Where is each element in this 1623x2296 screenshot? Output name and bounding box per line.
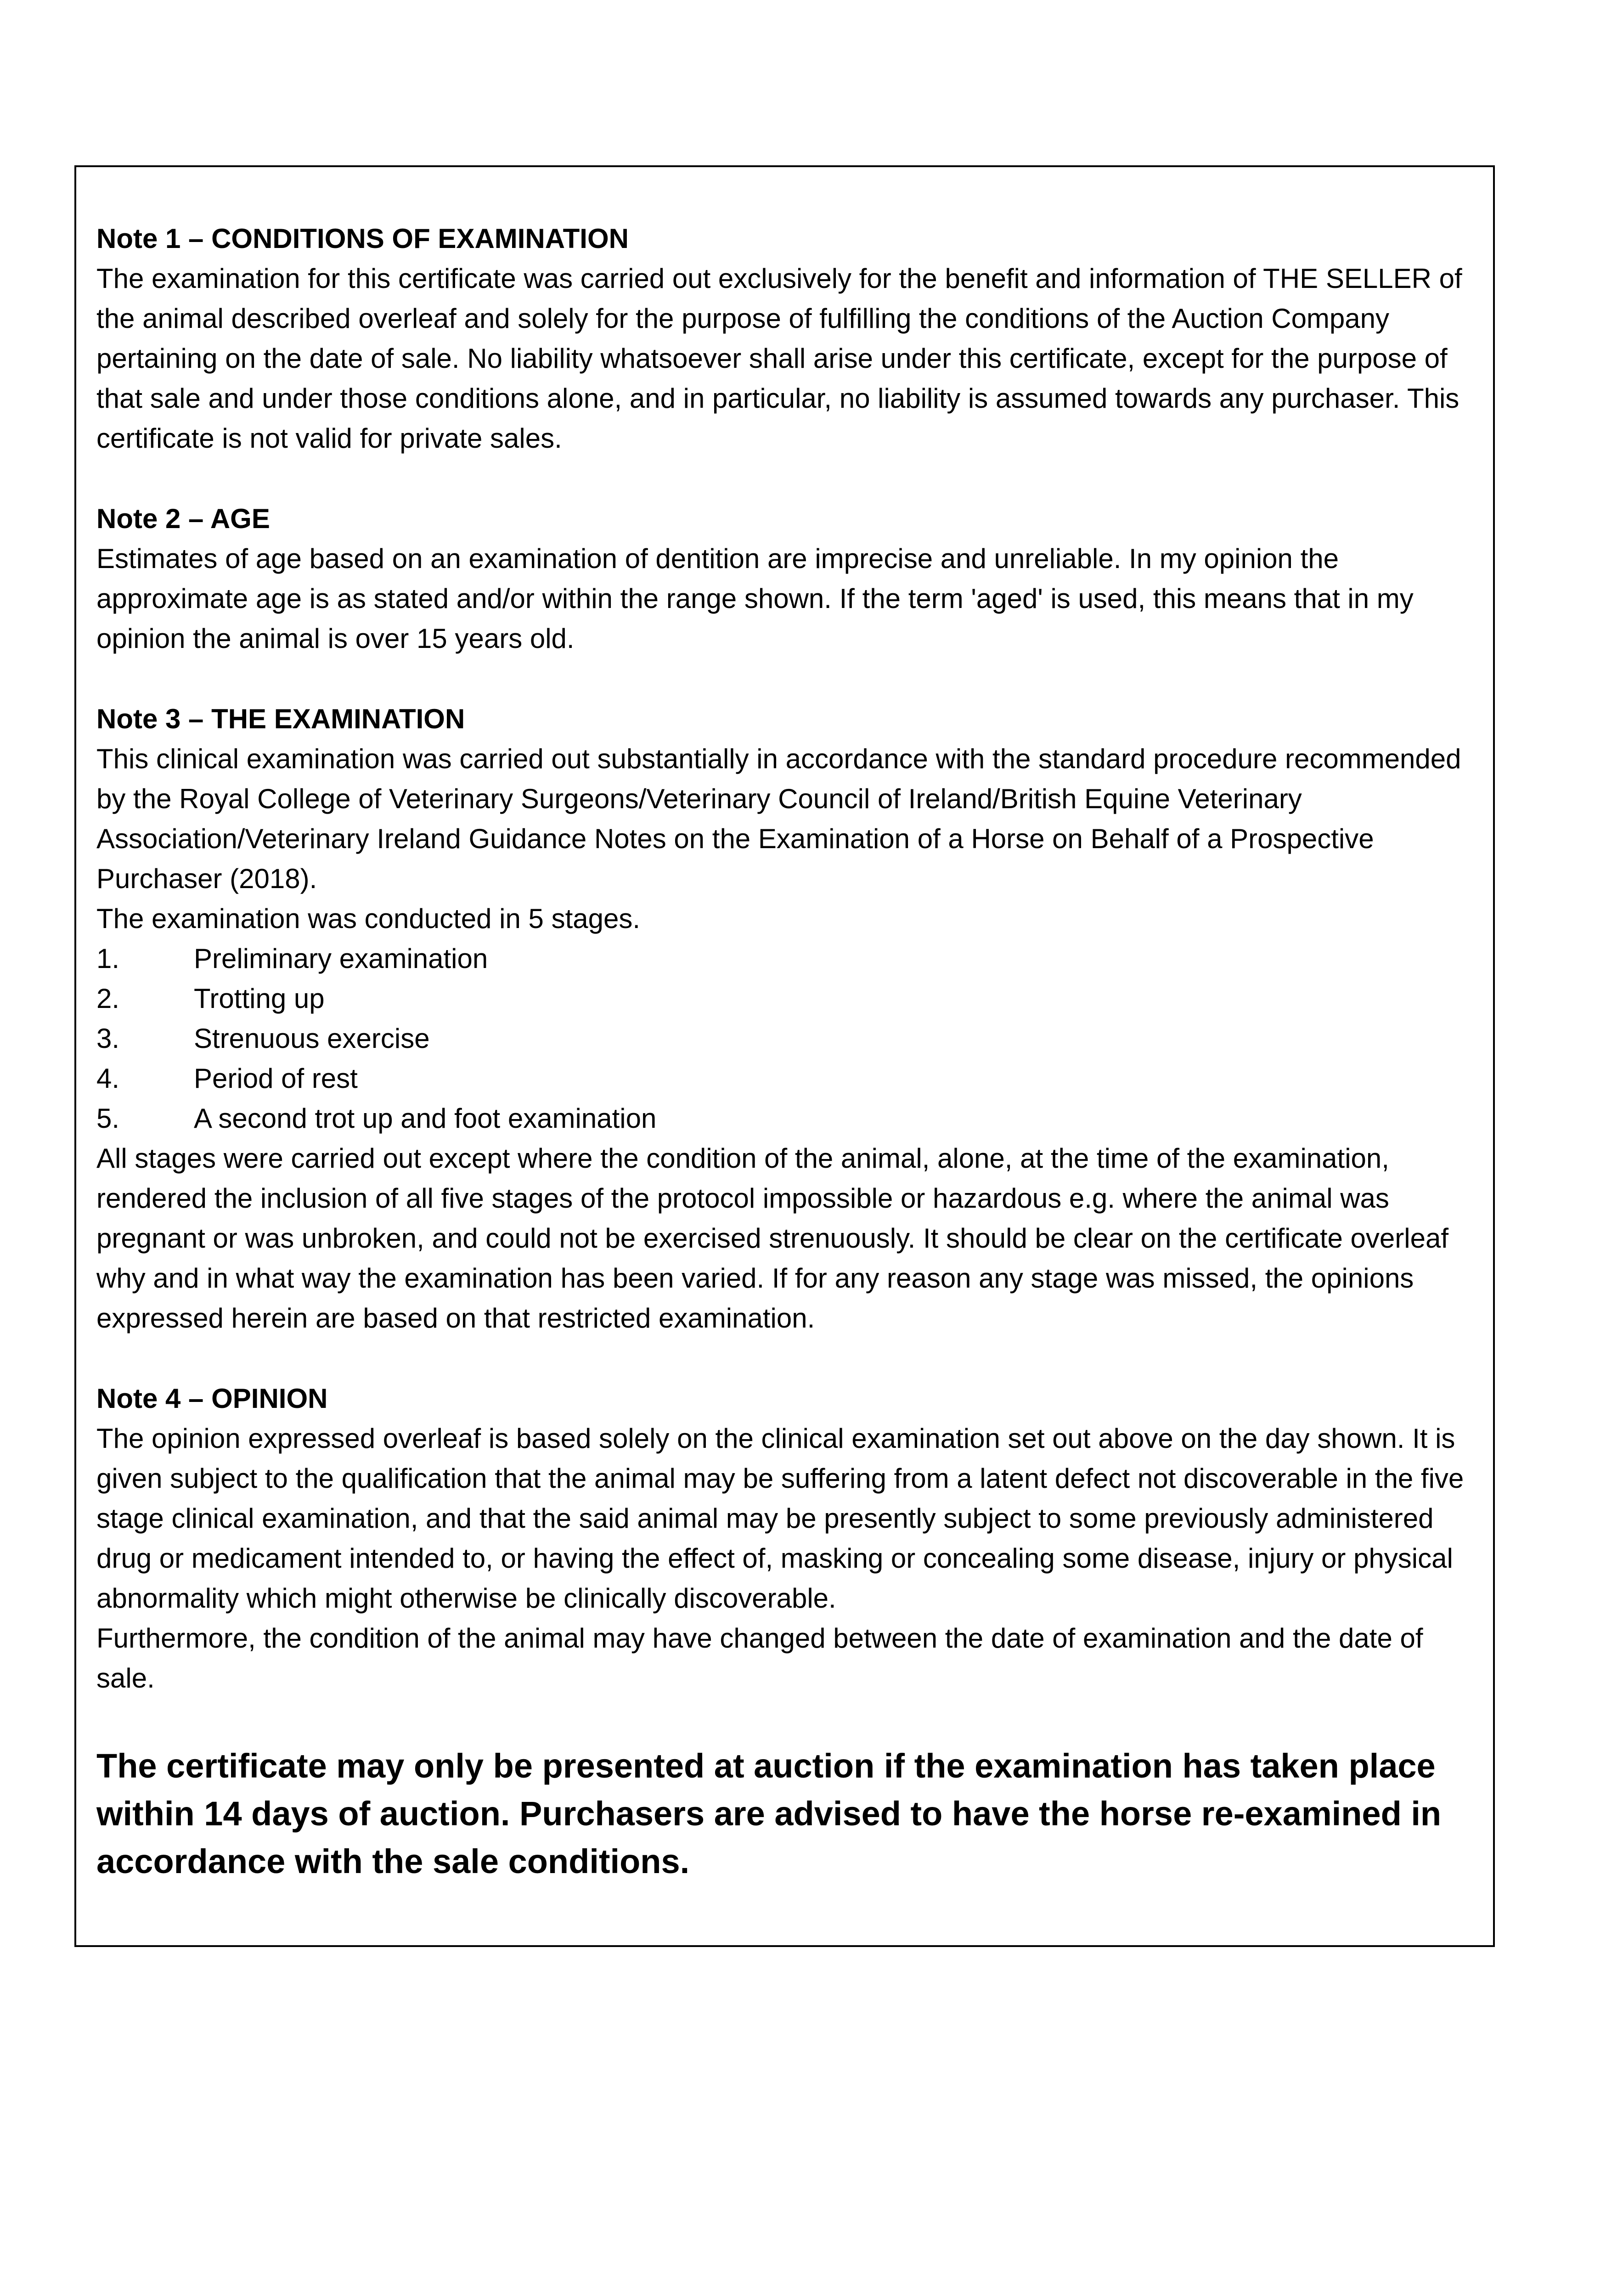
note-opinion [96, 1379, 1473, 1698]
examination-stages-list [96, 939, 1473, 1138]
note-4-heading: Note 4 – OPINION [96, 1383, 328, 1414]
note-4-body: The opinion expressed overleaf is based solely on the clinical examination set out above on the day shown. It is given subject to the qualification that the animal may be suffering from a latent defect not discoverable in the five stage clinical examination, and that the said animal may be presently subject to some previously administered drug or medicament intended to, or having the effect of, masking or concealing some disease, injury or physical abnormality which might otherwise be clinically discoverable. [96, 1423, 1464, 1614]
auction-closing-notice: The certificate may only be presented at auction if the examination has taken place within 14 days of auction. Purchasers are advised to have the horse re-examined in accordance with the sale conditions. [96, 1747, 1442, 1880]
certificate-notes-box [74, 165, 1495, 1947]
note-conditions-of-examination [96, 219, 1473, 458]
note-3-stages-intro: The examination was conducted in 5 stages. [96, 903, 641, 934]
note-3-body: This clinical examination was carried out substantially in accordance with the standard procedure recommended by the Royal College of Veterinary Surgeons/Veterinary Council of Ireland/British Equine Veterinary Association/Veterinary Ireland Guidance Notes on the Examination of a Horse on Behalf of a Prospective Purchaser (2018). [96, 743, 1461, 894]
note-2-body: Estimates of age based on an examination of dentition are imprecise and unreliable. In my opinion the approximate age is as stated and/or within the range shown. If the term 'aged' is used, this means that in my opinion the animal is over 15 years old. [96, 543, 1414, 654]
list-item [96, 979, 1473, 1019]
stage-label: Trotting up [194, 983, 325, 1014]
note-3-after-stages: All stages were carried out except where the condition of the animal, alone, at the time of the examination, rendered the inclusion of all five stages of the protocol impossible or hazardous e.g. where the animal was pregnant or was unbroken, and could not be exercised strenuously. It should be clear on the certificate overleaf why and in what way the examination has been varied. If for any reason any stage was missed, the opinions expressed herein are based on that restricted examination. [96, 1143, 1448, 1334]
stage-number: 2. [96, 983, 120, 1014]
list-item [96, 939, 1473, 979]
note-3-heading: Note 3 – THE EXAMINATION [96, 703, 465, 734]
stage-label: Period of rest [194, 1063, 358, 1094]
stage-label: Strenuous exercise [194, 1023, 430, 1054]
stage-label: A second trot up and foot examination [194, 1103, 657, 1134]
stage-number: 1. [96, 943, 120, 974]
list-item [96, 1058, 1473, 1098]
list-item [96, 1019, 1473, 1058]
note-the-examination [96, 699, 1473, 1338]
stage-number: 4. [96, 1063, 120, 1094]
note-1-heading: Note 1 – CONDITIONS OF EXAMINATION [96, 223, 629, 254]
note-1-body: The examination for this certificate was carried out exclusively for the benefit and information of THE SELLER of the animal described overleaf and solely for the purpose of fulfilling the conditions of the Auction Company pertaining on the date of sale. No liability whatsoever shall arise under this certificate, except for the purpose of that sale and under those conditions alone, and in particular, no liability is assumed towards any purchaser. This certificate is not valid for private sales. [96, 263, 1462, 454]
stage-label: Preliminary examination [194, 943, 488, 974]
note-2-heading: Note 2 – AGE [96, 503, 270, 534]
stage-number: 3. [96, 1023, 120, 1054]
note-4-furthermore: Furthermore, the condition of the animal may have changed between the date of examination and the date of sale. [96, 1623, 1423, 1694]
note-age [96, 499, 1473, 658]
list-item [96, 1098, 1473, 1138]
stage-number: 5. [96, 1103, 120, 1134]
